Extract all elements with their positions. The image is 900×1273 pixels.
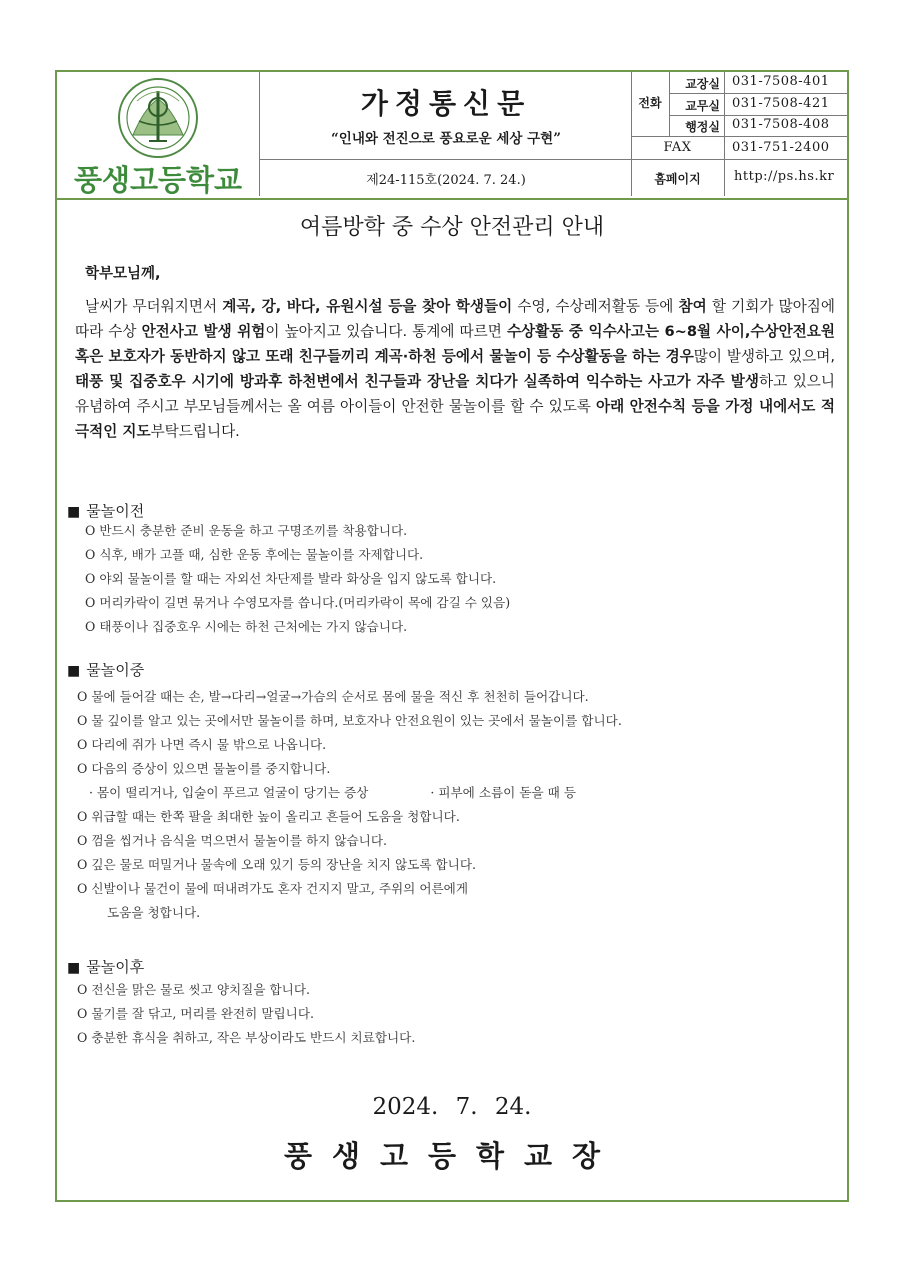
dept-label: 교장실 xyxy=(685,77,720,91)
section-heading-after xyxy=(67,956,144,977)
text-run-bold: 아래 안전수칙 등을 가정 내에서도 적극적인 지도 xyxy=(75,398,835,440)
list-item: O 물 깊이를 알고 있는 곳에서만 물놀이를 하며, 보호자나 안전요원이 있는 곳에서 물놀이를 합니다. xyxy=(77,713,622,728)
divider xyxy=(669,115,847,116)
list-item: O 껌을 씹거나 음식을 먹으면서 물놀이를 하지 않습니다. xyxy=(77,833,387,848)
school-emblem-icon xyxy=(115,77,201,159)
divider xyxy=(724,72,725,196)
document-title: 여름방학 중 수상 안전관리 안내 xyxy=(299,215,605,240)
fax-number: 031-751-2400 xyxy=(732,140,830,155)
phone-label: 전화 xyxy=(638,96,662,110)
square-bullet-icon: ■ xyxy=(67,504,81,520)
square-bullet-icon: ■ xyxy=(67,663,81,679)
section-heading-during xyxy=(67,659,144,680)
school-name: 풍생고등학교 xyxy=(73,163,243,197)
list-item: O 태풍이나 집중호우 시에는 하천 근처에는 가지 않습니다. xyxy=(85,619,408,634)
text-run: 부탁드립니다. xyxy=(150,423,240,440)
list-item: O 충분한 휴식을 취하고, 작은 부상이라도 반드시 치료합니다. xyxy=(77,1030,416,1045)
list-item: O 식후, 배가 고플 때, 심한 운동 후에는 물놀이를 자제합니다. xyxy=(85,547,424,562)
divider xyxy=(259,159,847,160)
list-item-continuation: 도움을 청합니다. xyxy=(107,905,201,920)
text-run-bold: 참여 xyxy=(678,298,707,315)
phone-number: 031-7508-401 xyxy=(732,74,830,89)
homepage-label: 홈페이지 xyxy=(654,172,701,186)
text-run-bold: 계곡, 강, 바다, 유원시설 등을 찾아 학생들이 xyxy=(222,298,513,315)
list-item: O 반드시 충분한 준비 운동을 하고 구명조끼를 착용합니다. xyxy=(85,523,408,538)
during-list xyxy=(77,685,622,925)
list-item: O 신발이나 물건이 물에 떠내려가도 혼자 건지지 말고, 주위의 어른에게 xyxy=(77,881,468,896)
after-list xyxy=(77,978,415,1050)
before-list xyxy=(85,519,510,639)
text-run: 수영, 수상레저활동 등에 xyxy=(512,298,679,315)
homepage-link[interactable]: http://ps.hs.kr xyxy=(734,169,835,184)
greeting: 학부모님께, xyxy=(85,266,161,282)
list-item: O 물기를 잘 닦고, 머리를 완전히 말립니다. xyxy=(77,1006,314,1021)
divider xyxy=(669,93,847,94)
principal-signature: 풍생고등학교장 xyxy=(283,1139,621,1173)
fax-label: FAX xyxy=(663,140,692,155)
school-logo-block xyxy=(57,72,259,196)
list-item: O 머리카락이 길면 묶거나 수영모자를 씁니다.(머리카락이 목에 감길 수 있음) xyxy=(85,595,511,610)
text-run-bold: 수상활동 중 익수사고는 6~8월 사이,수상안전요원 혹은 보호자가 동반하지 않고 또래 친구들끼리 계곡·하천 등에서 물놀이 등 수상활동을 하는 경우 xyxy=(75,323,835,365)
symptom-item: · 피부에 소름이 돋을 때 등 xyxy=(430,785,577,800)
list-item: O 다음의 증상이 있으면 물놀이를 중지합니다. xyxy=(77,761,331,776)
page-title: 가정통신문 xyxy=(360,87,532,120)
list-item: O 다리에 쥐가 나면 즉시 물 밖으로 나옵니다. xyxy=(77,737,327,752)
symptom-row xyxy=(77,781,622,805)
square-bullet-icon: ■ xyxy=(67,960,81,976)
list-item: O 위급할 때는 한쪽 팔을 최대한 높이 올리고 흔들어 도움을 청합니다. xyxy=(77,809,460,824)
text-run: 할 기회가 많아짐에 따라 수상 xyxy=(75,298,835,340)
list-item: O 전신을 맑은 물로 씻고 양치질을 합니다. xyxy=(77,982,310,997)
intro-paragraph xyxy=(75,294,835,444)
list-item: O 야외 물놀이를 할 때는 자외선 차단제를 발라 화상을 입지 않도록 합니다. xyxy=(85,571,497,586)
text-run: 하고 있으니 유념하여 주시고 부모님들께서는 올 여름 아이들이 안전한 물놀이를 할 수 있도록 xyxy=(75,373,835,415)
phone-number: 031-7508-408 xyxy=(732,117,830,132)
letterhead xyxy=(57,72,847,200)
newsletter-frame xyxy=(55,70,849,1202)
list-item: O 물에 들어갈 때는 손, 발→다리→얼굴→가슴의 순서로 몸에 물을 적신 후 천천히 들어갑니다. xyxy=(77,689,589,704)
school-slogan: “인내와 전진으로 풍요로운 세상 구현” xyxy=(331,131,561,147)
section-title: 물놀이후 xyxy=(86,958,145,976)
section-heading-before xyxy=(67,500,144,521)
issue-number: 제24-115호(2024. 7. 24.) xyxy=(366,173,526,188)
dept-label: 행정실 xyxy=(685,120,720,134)
symptom-item: · 몸이 떨리거나, 입술이 푸르고 얼굴이 당기는 증상 xyxy=(89,785,369,800)
text-run: 많이 발생하고 있으며, xyxy=(693,348,836,365)
section-title: 물놀이중 xyxy=(86,661,145,679)
dept-label: 교무실 xyxy=(685,99,720,113)
text-run-bold: 태풍 및 집중호우 시기에 방과후 하천변에서 친구들과 장난을 치다가 실족하여 익수하는 사고가 자주 발생 xyxy=(75,373,759,390)
text-run: 이 높아지고 있습니다. 통계에 따르면 xyxy=(265,323,507,340)
list-item: O 깊은 물로 떠밀거나 물속에 오래 있기 등의 장난을 치지 않도록 합니다. xyxy=(77,857,476,872)
section-title: 물놀이전 xyxy=(86,502,145,520)
divider xyxy=(631,136,847,137)
phone-number: 031-7508-421 xyxy=(732,96,830,111)
issue-date: 2024. 7. 24. xyxy=(372,1094,532,1120)
divider xyxy=(259,72,260,196)
text-run: 날씨가 무더워지면서 xyxy=(85,298,223,315)
text-run-bold: 안전사고 발생 위험 xyxy=(141,323,266,340)
